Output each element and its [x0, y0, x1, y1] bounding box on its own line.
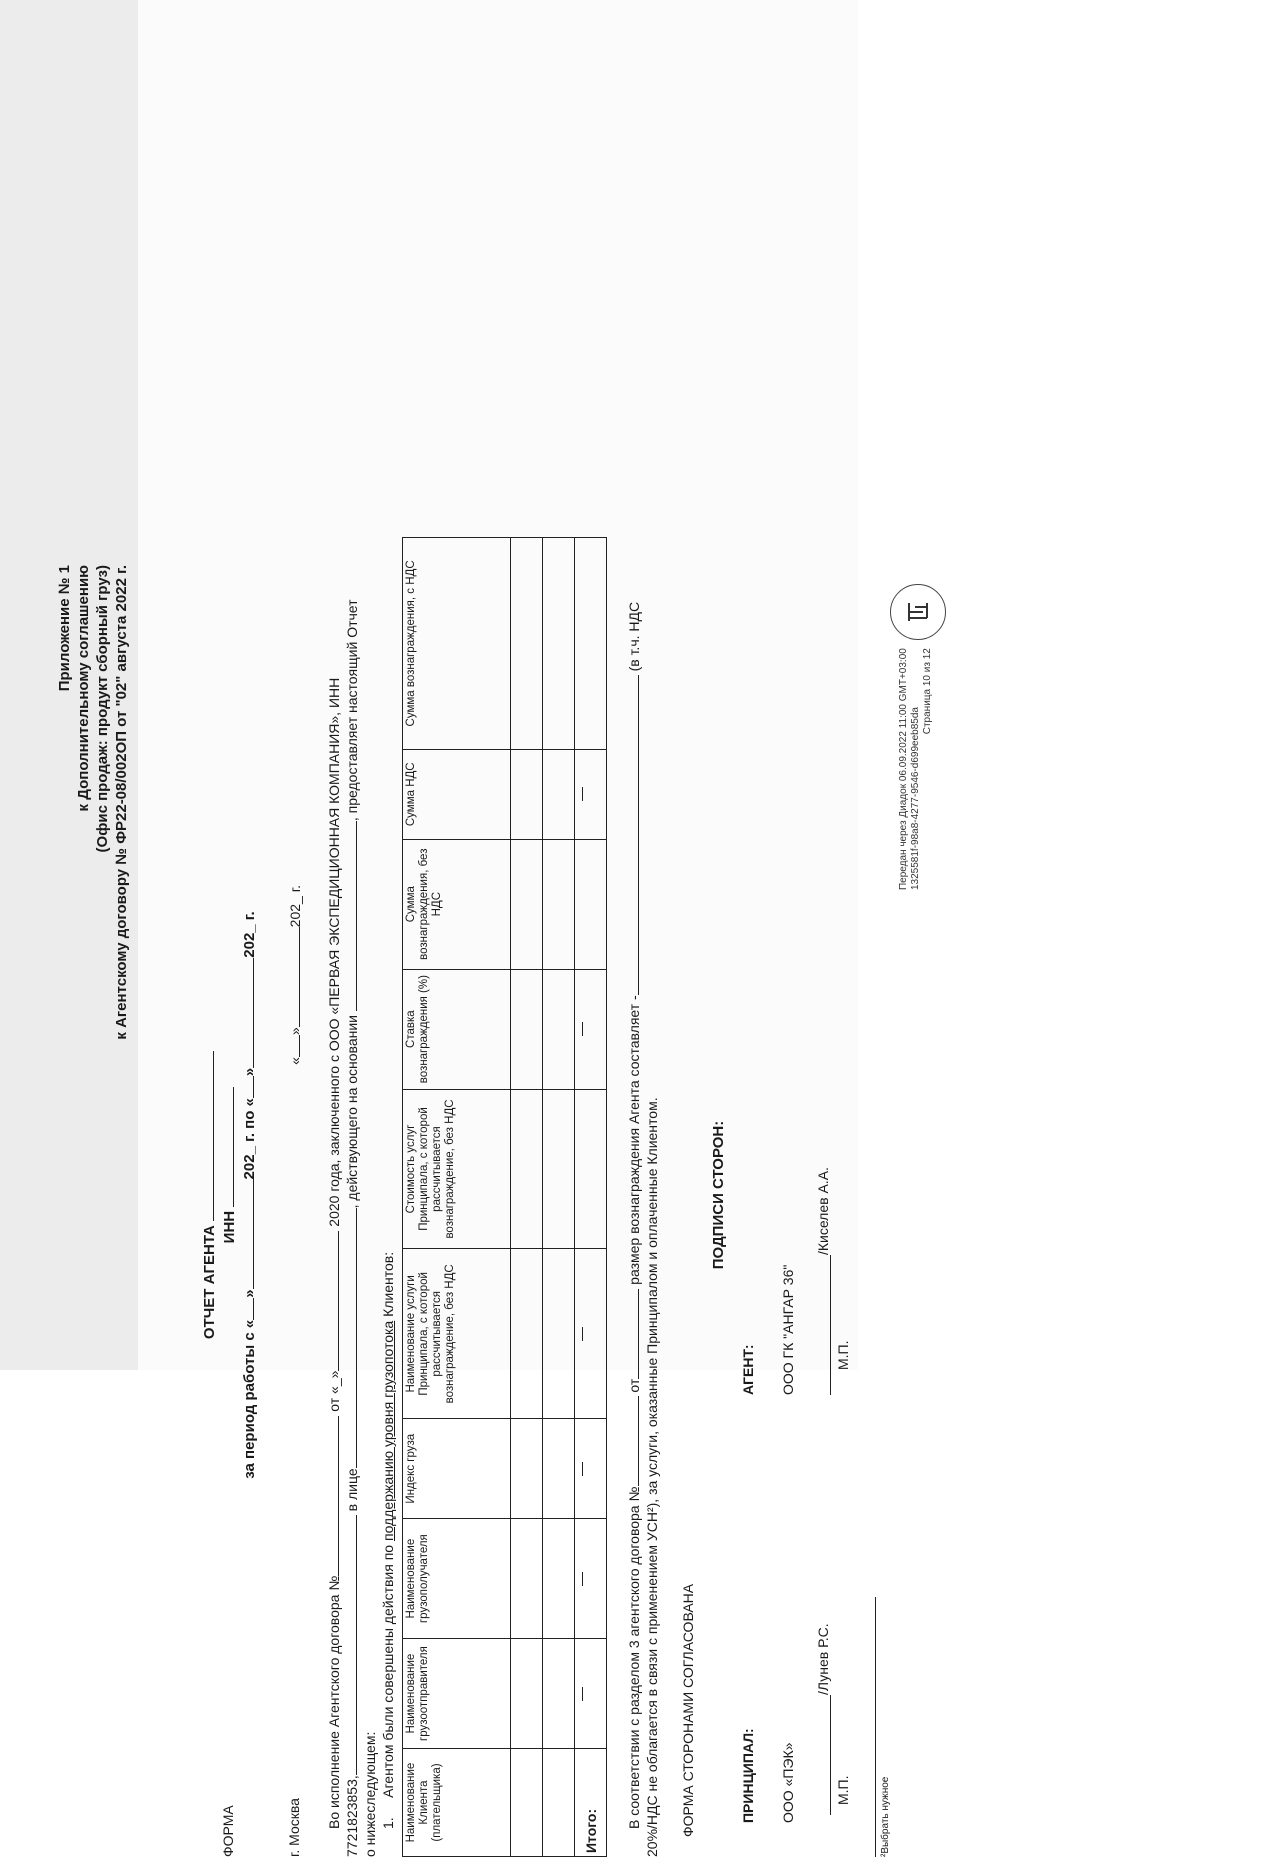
intro-text-7: , предоставляет настоящий Отчет — [344, 599, 360, 822]
period-quote2: » — [241, 1067, 258, 1077]
period-quote: » — [241, 1289, 258, 1298]
col-cargo-index: Индекс груза — [403, 1419, 511, 1519]
table-cell — [511, 1639, 543, 1749]
reward-text-4: (в т.ч. НДС — [626, 601, 642, 672]
intro-text-1: Во исполнение Агентского договора № — [326, 1575, 342, 1829]
table-cell — [543, 1519, 575, 1639]
date-close: » — [287, 1027, 303, 1036]
table-cell — [511, 1419, 543, 1519]
report-title — [200, 525, 260, 1865]
principal-org: ООО «ПЭК» — [780, 1742, 796, 1823]
table-cell — [511, 1249, 543, 1419]
appendix-ref: к Дополнительному соглашению — [75, 565, 92, 812]
agent-signature-line — [830, 1255, 831, 1395]
table-cell — [511, 969, 543, 1089]
diadoc-logo-icon — [890, 584, 946, 640]
appendix-contract: к Агентскому договору № ФР22-08/002ОП от "02" августа 2022 г. — [113, 565, 130, 1040]
table-row — [543, 538, 575, 1857]
col-rate: Ставка вознаграждения (%) — [403, 969, 511, 1089]
col-service-name: Наименование услуги Принципала, с которой рассчитывается вознаграждение, без НДС — [403, 1249, 511, 1419]
reward-paragraph — [625, 537, 661, 1857]
table-header-row — [403, 538, 511, 1857]
item-1-number: 1. — [380, 1817, 396, 1829]
forma-label: ФОРМА — [220, 1805, 236, 1857]
item-1 — [380, 1252, 396, 1829]
table-row — [511, 538, 543, 1857]
diadoc-line-2: 1325581f-98a8-4277-9546-d699eeb85da — [910, 707, 921, 890]
table-cell — [543, 969, 575, 1089]
inn-label: ИНН — [221, 1210, 238, 1244]
table-cell — [543, 1419, 575, 1519]
col-reward-vat: Сумма вознаграждения, с НДС — [403, 538, 511, 750]
appendix-number: Приложение № 1 — [56, 565, 73, 692]
table-cell — [543, 1639, 575, 1749]
table-cell-dash — [575, 1419, 607, 1519]
table-cell — [575, 839, 607, 969]
principal-label: ПРИНЦИПАЛ: — [740, 1728, 756, 1823]
col-client: Наименование Клиента (плательщика) — [403, 1749, 511, 1857]
period-label: за период работы с « — [241, 1319, 258, 1479]
intro-text-5: в лице — [344, 1468, 360, 1512]
col-reward-no-vat: Сумма вознаграждения, без НДС — [403, 839, 511, 969]
table-cell — [543, 749, 575, 839]
principal-name: /Лунев Р.С. — [815, 1623, 831, 1695]
diadoc-line-3: Страница 10 из 12 — [922, 648, 933, 735]
intro-text-6: , действующего на основании — [344, 1015, 360, 1209]
table-cell — [511, 839, 543, 969]
table-cell — [511, 1749, 543, 1857]
item-1-text-end: Клиентов: — [380, 1251, 396, 1321]
table-cell-dash — [575, 1519, 607, 1639]
diadoc-stamp-text — [898, 648, 934, 890]
intro-inn: 7721823853, — [344, 1775, 360, 1857]
principal-stamp-place: М.П. — [835, 1775, 851, 1805]
item-1-text: Агентом были совершены действия по — [380, 1541, 396, 1798]
reward-text-3: размер вознаграждения Агента составляет - — [626, 995, 642, 1285]
date-year: 202_ г. — [287, 885, 303, 928]
agent-stamp-place: М.П. — [835, 1340, 851, 1370]
table-cell-dash — [575, 1249, 607, 1419]
period-to: 202_ г. по « — [241, 1098, 258, 1180]
intro-text-2: от «_» — [326, 1370, 342, 1412]
table-cell — [511, 1089, 543, 1249]
table-cell — [575, 538, 607, 750]
appendix-header — [55, 565, 131, 1265]
table-cell — [575, 1089, 607, 1249]
diadoc-logo-glyph — [903, 597, 933, 627]
date-open: « — [287, 1057, 303, 1065]
city: г. Москва — [286, 1798, 302, 1857]
report-title-text: ОТЧЕТ АГЕНТА — [201, 1225, 218, 1340]
agent-name: /Киселев А.А. — [815, 1167, 831, 1255]
report-date — [286, 885, 303, 1065]
table-cell — [543, 1089, 575, 1249]
col-service-cost: Стоимость услуг Принципала, с которой рассчитывается вознаграждение, без НДС — [403, 1089, 511, 1249]
table-cell — [543, 538, 575, 750]
table-cell — [543, 839, 575, 969]
period-end: 202_ г. — [241, 911, 258, 958]
item-1-underlined: поддержанию уровня грузопотока — [380, 1320, 396, 1542]
diadoc-line-1: Передан через Диадок 06.09.2022 11:00 GMT+03:00 — [898, 648, 909, 890]
report-table — [402, 537, 607, 1857]
table-cell — [511, 1519, 543, 1639]
reward-text-2: от — [626, 1378, 642, 1393]
principal-signature-line — [830, 1695, 831, 1815]
col-vat: Сумма НДС — [403, 749, 511, 839]
table-total-row — [575, 538, 607, 1857]
table-cell-dash — [575, 1639, 607, 1749]
table-cell — [511, 538, 543, 750]
table-cell-dash — [575, 969, 607, 1089]
table-cell — [543, 1749, 575, 1857]
col-consignee: Наименование грузополучателя — [403, 1519, 511, 1639]
total-label: Итого: — [575, 1749, 607, 1857]
reward-text-1: В соответствии с разделом 3 агентского договора № — [626, 1486, 642, 1829]
table-cell-dash — [575, 749, 607, 839]
agent-label: АГЕНТ: — [740, 1344, 756, 1395]
footnote: ²Выбрать нужное — [880, 1776, 891, 1857]
reward-text-5: 20%/НДС не облагается в связи с применением УСН²), за услуги, оказанные Принципалом и оплаченные Клиентом. — [644, 1097, 660, 1857]
intro-paragraph — [325, 537, 379, 1857]
col-shipper: Наименование грузоотправителя — [403, 1639, 511, 1749]
intro-text-3: 2020 года, заключенного с ООО «ПЕРВАЯ ЭКСПЕДИЦИОННАЯ КОМПАНИЯ», ИНН — [326, 677, 342, 1227]
table-cell — [543, 1249, 575, 1419]
table-cell — [511, 749, 543, 839]
appendix-office: (Офис продаж: продукт сборный груз) — [94, 565, 111, 853]
agent-org: ООО ГК "АНГАР 36" — [780, 1264, 796, 1395]
footnote-divider — [875, 1597, 876, 1857]
approved-label: ФОРМА СТОРОНАМИ СОГЛАСОВАНА — [680, 1583, 696, 1837]
intro-text-8: о нижеследующем: — [362, 1731, 378, 1857]
rotated-document — [40, 525, 980, 1865]
signatures-title: ПОДПИСИ СТОРОН: — [710, 1120, 727, 1270]
